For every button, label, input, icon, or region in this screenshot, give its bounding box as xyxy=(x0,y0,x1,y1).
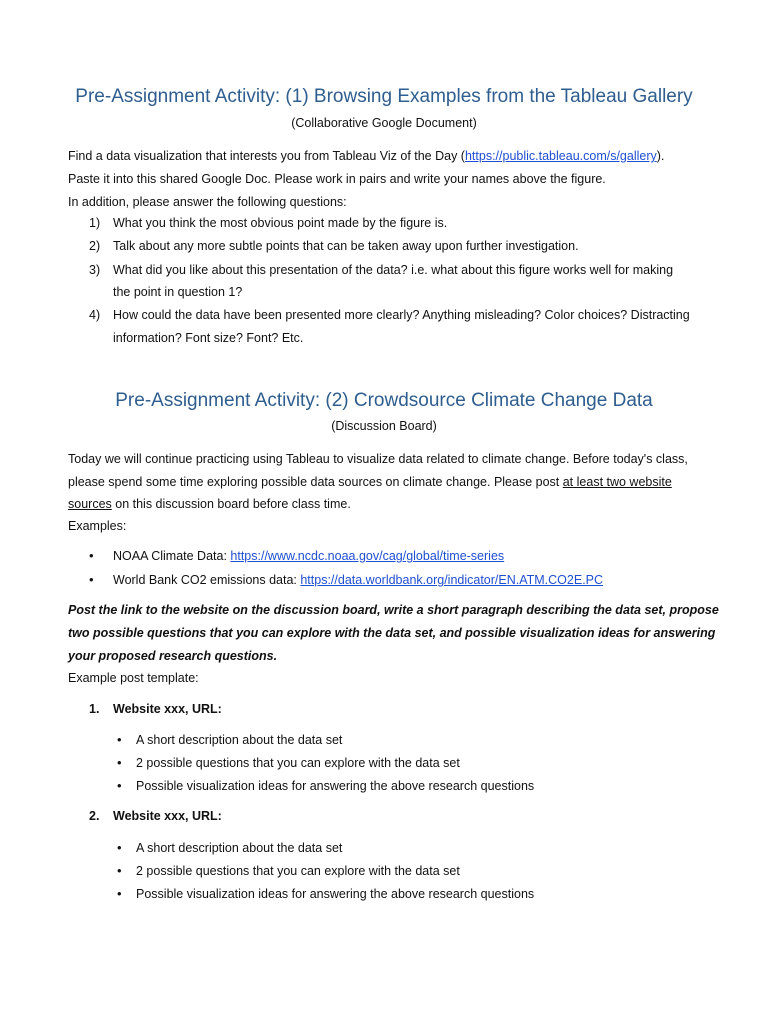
instruction-line: two possible questions that you can explore with the data set, and possible visualization ideas for answering xyxy=(68,626,716,640)
template-bullet: Possible visualization ideas for answering the above research questions xyxy=(136,887,535,901)
section2-paragraph-line1: Today we will continue practicing using Tableau to visualize data related to climate change. Before today's class, xyxy=(68,452,688,466)
text-run: please spend some time exploring possible data sources on climate change. Please post xyxy=(68,475,563,489)
template-item-title: Website xxx, URL: xyxy=(113,702,222,716)
instruction-line: Post the link to the website on the discussion board, write a short paragraph describing the data set, propose xyxy=(68,603,719,617)
template-item-number: 2. xyxy=(89,809,100,823)
question-number: 3) xyxy=(89,263,101,277)
tableau-gallery-link[interactable]: https://public.tableau.com/s/gallery xyxy=(464,149,657,163)
instruction-line: your proposed research questions. xyxy=(68,649,278,663)
question-number: 1) xyxy=(89,216,101,230)
example-item xyxy=(113,549,504,563)
bullet-icon: • xyxy=(89,572,94,587)
template-label: Example post template: xyxy=(68,671,199,685)
bullet-icon: • xyxy=(117,755,122,770)
bullet-icon: • xyxy=(117,778,122,793)
template-bullet: Possible visualization ideas for answering the above research questions xyxy=(136,779,535,793)
template-bullet: 2 possible questions that you can explore with the data set xyxy=(136,756,460,770)
section2-paragraph-line2 xyxy=(68,475,672,489)
section2-paragraph-line3 xyxy=(68,497,351,511)
worldbank-link[interactable]: https://data.worldbank.org/indicator/EN.ATM.CO2E.PC xyxy=(300,573,604,587)
examples-label: Examples: xyxy=(68,519,127,533)
section1-paragraph-line3: In addition, please answer the following questions: xyxy=(68,195,347,209)
bullet-icon: • xyxy=(117,732,122,747)
section2-subtitle: (Discussion Board) xyxy=(331,419,437,433)
question-text-continued: information? Font size? Font? Etc. xyxy=(113,331,304,345)
question-text: How could the data have been presented more clearly? Anything misleading? Color choices? Distracting xyxy=(113,308,690,322)
section1-title: Pre-Assignment Activity: (1) Browsing Examples from the Tableau Gallery xyxy=(75,86,693,107)
template-item-title: Website xxx, URL: xyxy=(113,809,222,823)
template-bullet: 2 possible questions that you can explore with the data set xyxy=(136,864,460,878)
question-text-continued: the point in question 1? xyxy=(113,285,243,299)
section1-paragraph-line2: Paste it into this shared Google Doc. Please work in pairs and write your names above the figure. xyxy=(68,172,606,186)
underlined-text: sources xyxy=(68,497,112,511)
bullet-icon: • xyxy=(117,863,122,878)
template-bullet: A short description about the data set xyxy=(136,841,343,855)
bullet-icon: • xyxy=(117,886,122,901)
section1-paragraph-line1 xyxy=(68,149,664,163)
bullet-icon: • xyxy=(117,840,122,855)
bullet-icon: • xyxy=(89,548,94,563)
example-label: World Bank CO2 emissions data: xyxy=(113,573,301,587)
text-run: on this discussion board before class time. xyxy=(111,497,351,511)
question-number: 2) xyxy=(89,239,101,253)
question-text: What you think the most obvious point made by the figure is. xyxy=(113,216,448,230)
question-text: What did you like about this presentation of the data? i.e. what about this figure works well for making xyxy=(113,263,674,277)
section2-title: Pre-Assignment Activity: (2) Crowdsource Climate Change Data xyxy=(115,390,653,411)
noaa-link[interactable]: https://www.ncdc.noaa.gov/cag/global/time-series xyxy=(230,549,505,563)
template-item-number: 1. xyxy=(89,702,100,716)
template-bullet: A short description about the data set xyxy=(136,733,343,747)
text-run: ). xyxy=(656,149,665,163)
example-label: NOAA Climate Data: xyxy=(113,549,231,563)
question-number: 4) xyxy=(89,308,101,322)
section1-subtitle: (Collaborative Google Document) xyxy=(291,116,477,130)
question-text: Talk about any more subtle points that can be taken away upon further investigation. xyxy=(113,239,579,253)
example-item xyxy=(113,573,603,587)
text-run: Find a data visualization that interests you from Tableau Viz of the Day ( xyxy=(68,149,465,163)
underlined-text: at least two website xyxy=(562,475,672,489)
